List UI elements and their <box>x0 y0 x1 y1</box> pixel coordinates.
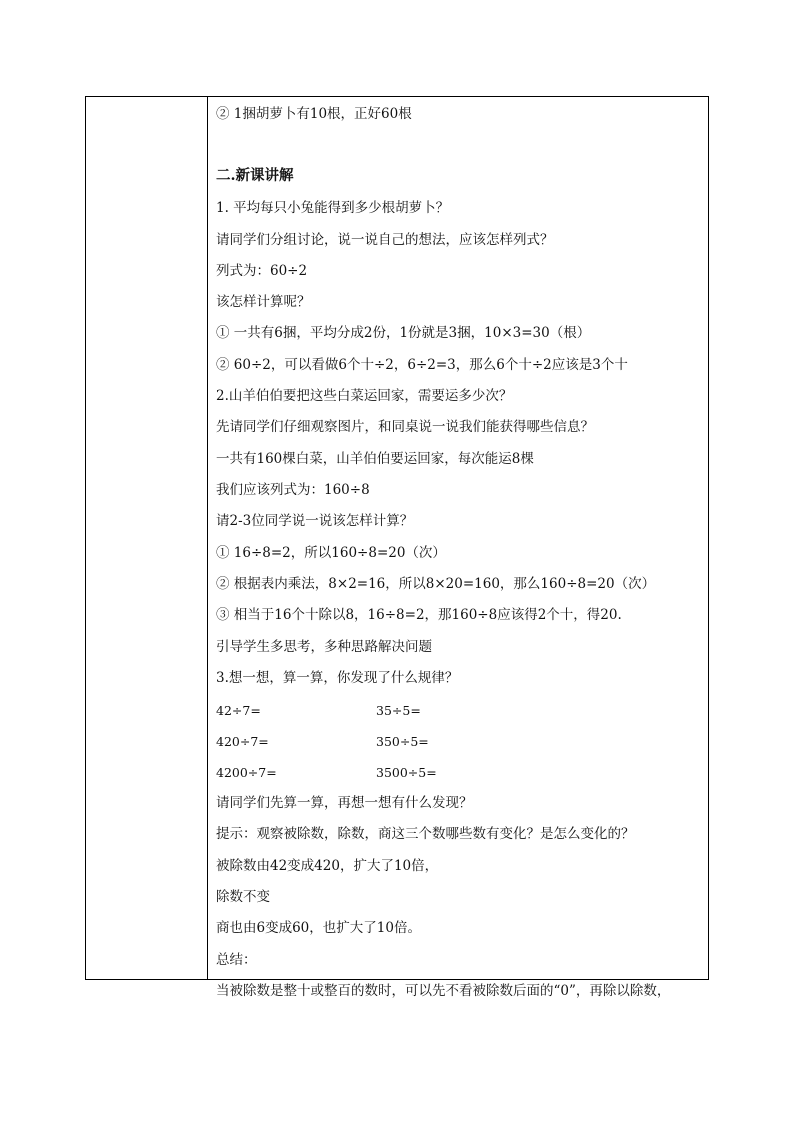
column-divider <box>207 97 208 979</box>
text-line: 2.山羊伯伯要把这些白菜运回家，需要运多少次？ <box>216 388 513 404</box>
exercise-row <box>216 764 437 782</box>
text-line: 先请同学们仔细观察图片，和同桌说一说我们能获得哪些信息？ <box>216 419 594 435</box>
exercise-right: 3500÷5= <box>376 765 437 780</box>
text-line: ① 16÷8=2，所以160÷8=20（次） <box>216 545 446 561</box>
text-line: 请同学们分组讨论，说一说自己的想法，应该怎样列式？ <box>216 232 554 248</box>
text-line: 提示：观察被除数，除数，商这三个数哪些数有变化？是怎么变化的？ <box>216 826 635 842</box>
exercise-right: 35÷5= <box>376 703 421 718</box>
text-line: 被除数由42变成420，扩大了10倍， <box>216 858 439 874</box>
exercise-left: 420÷7= <box>216 734 269 749</box>
exercise-right: 350÷5= <box>376 734 429 749</box>
text-line: ② 1捆胡萝卜有10根，正好60根 <box>216 106 412 122</box>
text-line: 总结： <box>216 952 257 968</box>
text-line: 除数不变 <box>216 889 270 905</box>
text-line: 1. 平均每只小兔能得到多少根胡萝卜？ <box>216 200 450 216</box>
text-line: 列式为：60÷2 <box>216 263 308 279</box>
text-line: 引导学生多思考，多种思路解决问题 <box>216 639 432 655</box>
exercise-left: 4200÷7= <box>216 765 277 780</box>
text-line: ② 根据表内乘法，8×2=16，所以8×20=160，那么160÷8=20（次） <box>216 576 656 592</box>
text-line: 请同学们先算一算，再想一想有什么发现？ <box>216 795 473 811</box>
text-line: 请2-3位同学说一说该怎样计算？ <box>216 513 414 529</box>
text-line: ③ 相当于16个十除以8，16÷8=2，那160÷8应该得2个十，得20. <box>216 607 622 623</box>
section-heading: 二.新课讲解 <box>216 167 294 184</box>
text-line: 我们应该列式为：160÷8 <box>216 482 370 498</box>
text-line: ① 一共有6捆，平均分成2份，1份就是3捆，10×3=30（根） <box>216 325 591 341</box>
lesson-table <box>85 96 709 999</box>
text-line: 3.想一想，算一算，你发现了什么规律？ <box>216 670 459 686</box>
text-line: 一共有160棵白菜，山羊伯伯要运回家，每次能运8棵 <box>216 451 534 467</box>
text-line: 当被除数是整十或整百的数时，可以先不看被除数后面的“0”，再除以除数， <box>216 983 671 999</box>
text-line: 该怎样计算呢？ <box>216 294 311 310</box>
exercise-row <box>216 733 429 751</box>
text-line: ② 60÷2，可以看做6个十÷2，6÷2=3，那么6个十÷2应该是3个十 <box>216 357 628 373</box>
text-line: 商也由6变成60，也扩大了10倍。 <box>216 920 421 936</box>
exercise-left: 42÷7= <box>216 703 261 718</box>
exercise-row <box>216 702 421 720</box>
